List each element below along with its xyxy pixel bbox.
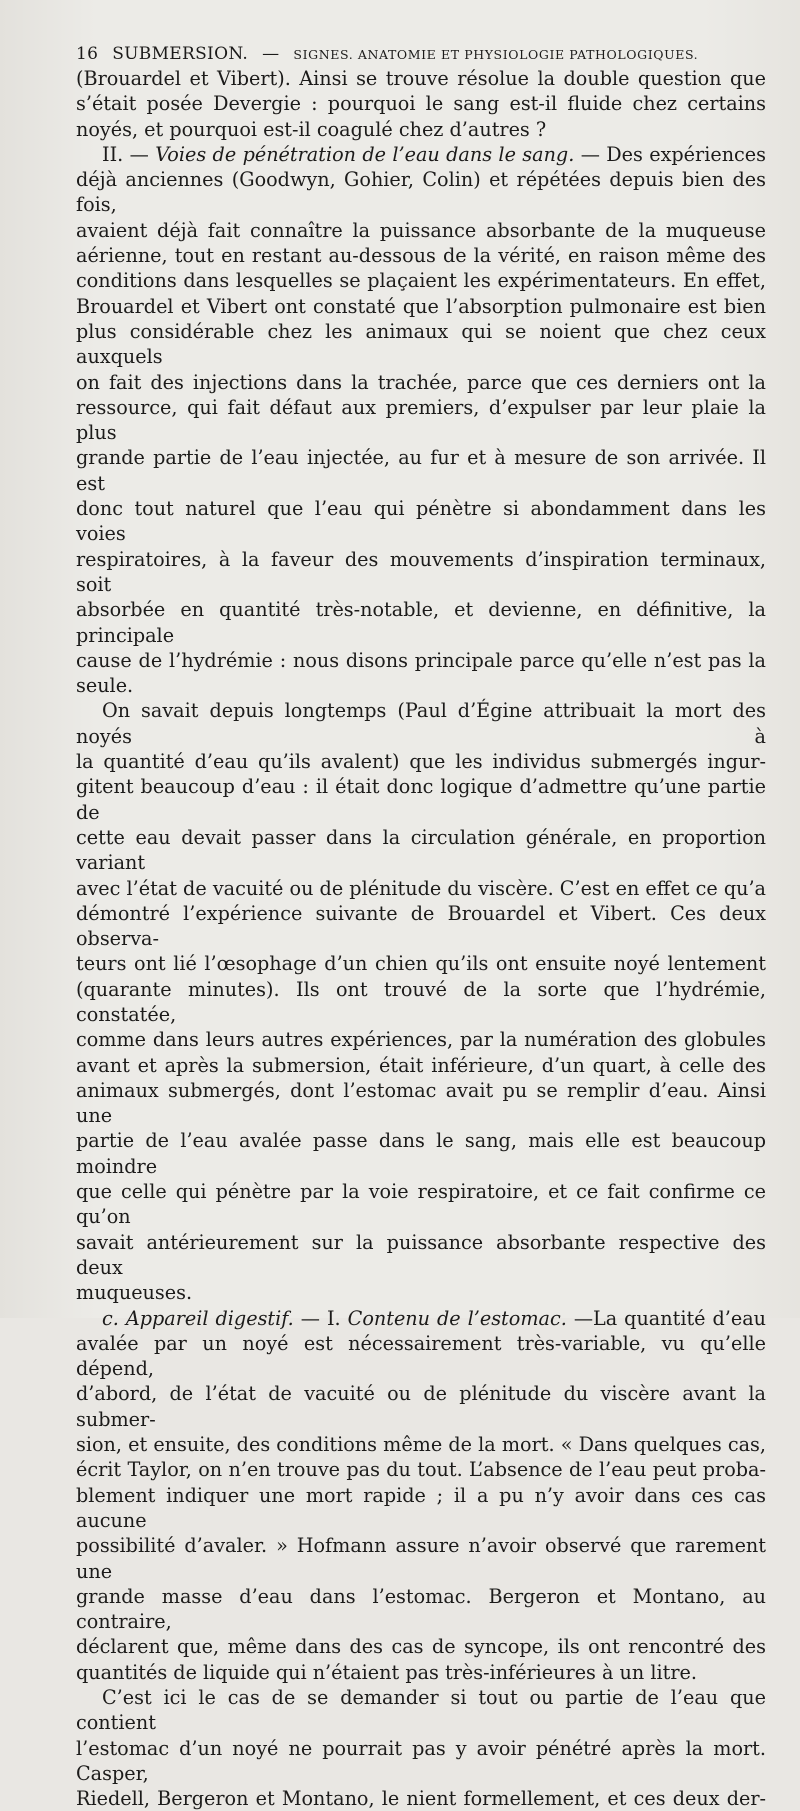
text-line: gitent beaucoup d’eau : il était donc logique d’admettre qu’une partie de [76, 775, 766, 824]
running-title: SUBMERSION. [112, 44, 249, 64]
text-line: partie de l’eau avalée passe dans le sang, mais elle est beaucoup moindre [76, 1129, 766, 1178]
text-line: cette eau devait passer dans la circulation générale, en proportion variant [76, 825, 766, 875]
running-subtitle: SIGNES. ANATOMIE ET PHYSIOLOGIE PATHOLOGIQUES. [293, 47, 699, 62]
text-line: avec l’état de vacuité ou de plénitude du viscère. C’est en effet ce qu’a [76, 876, 766, 900]
page-number: 16 [76, 44, 99, 64]
text-line: teurs ont lié l’œsophage d’un chien qu’ils ont ensuite noyé lentement [76, 952, 766, 976]
text-line: respiratoires, à la faveur des mouvements d’inspiration terminaux, soit [76, 547, 766, 596]
section-heading: Contenu de l’estomac. [347, 1306, 567, 1330]
text-line: aérienne, tout en restant au-dessous de la vérité, en raison même des [76, 244, 766, 268]
text-line: noyés, et pourquoi est-il coagulé chez d’autres ? [76, 117, 547, 141]
text-line: absorbée en quantité très-notable, et devienne, en définitive, la principale [76, 598, 766, 647]
subsection-heading: Appareil digestif. [125, 1306, 294, 1330]
text-line: avant et après la submersion, était inférieure, d’un quart, à celle des [76, 1053, 766, 1077]
text-line: animaux submergés, dont l’estomac avait pu se remplir d’eau. Ainsi une [76, 1078, 766, 1128]
text-line: que celle qui pénètre par la voie respiratoire, et ce fait confirme ce qu’on [76, 1180, 766, 1229]
text-line: grande masse d’eau dans l’estomac. Bergeron et Montano, au contraire, [76, 1584, 766, 1634]
text-line: possibilité d’avaler. » Hofmann assure n’avoir observé que rarement une [76, 1534, 766, 1583]
text-line: déclarent que, même dans des cas de syncope, ils ont rencontré des [76, 1635, 766, 1659]
text-run: — Des expériences [580, 142, 766, 166]
text-line: d’abord, de l’état de vacuité ou de plénitude du viscère avant la submer- [76, 1382, 766, 1431]
text-line: (quarante minutes). Ils ont trouvé de la sorte que l’hydrémie, constatée, [76, 977, 766, 1026]
text-line: donc tout naturel que l’eau qui pénètre si abondamment dans les voies [76, 497, 766, 546]
text-line: l’estomac d’un noyé ne pourrait pas y avoir pénétré après la mort. Casper, [76, 1736, 766, 1785]
text-line: blement indiquer une mort rapide ; il a pu n’y avoir dans ces cas aucune [76, 1483, 766, 1532]
text-line: la quantité d’eau qu’ils avalent) que les individus submergés ingur- [76, 750, 766, 774]
section-number: — I. [300, 1306, 341, 1330]
text-line: avalée par un noyé est nécessairement très-variable, vu qu’elle dépend, [76, 1331, 766, 1381]
subsection-letter: c. [102, 1306, 119, 1330]
text-line: déjà anciennes (Goodwyn, Gohier, Colin) et répétées depuis bien des fois, [76, 168, 766, 217]
text-line: plus considérable chez les animaux qui se noient que chez ceux auxquels [76, 319, 766, 369]
running-header [76, 44, 766, 64]
paragraph-1 [76, 66, 766, 142]
section-heading-line [76, 1306, 766, 1331]
paragraph-3 [76, 698, 766, 1305]
paragraph-4 [76, 1306, 766, 1685]
text-line: quantités de liquide qui n’étaient pas très-inférieures à un litre. [76, 1660, 697, 1684]
text-line: ressource, qui fait défaut aux premiers, d’expulser par leur plaie la plus [76, 395, 766, 445]
text-line: On savait depuis longtemps (Paul d’Égine attribuait la mort des noyés à [76, 699, 766, 748]
text-line: avaient déjà fait connaître la puissance absorbante de la muqueuse [76, 218, 766, 242]
text-run: —La quantité d’eau [573, 1306, 767, 1330]
text-line: seule. [76, 674, 134, 698]
text-line: s’était posée Devergie : pourquoi le sang est-il fluide chez certains [76, 92, 766, 116]
text-line: conditions dans lesquelles se plaçaient les expérimentateurs. En effet, [76, 269, 766, 293]
text-line: on fait des injections dans la trachée, parce que ces derniers ont la [76, 370, 766, 394]
text-line: savait antérieurement sur la puissance absorbante respective des deux [76, 1230, 766, 1279]
paragraph-2 [76, 142, 766, 699]
text-line: démontré l’expérience suivante de Brouardel et Vibert. Ces deux observa- [76, 901, 766, 951]
header-dash: — [262, 44, 280, 64]
section-heading-line [76, 142, 766, 167]
text-line: comme dans leurs autres expériences, par la numération des globules [76, 1028, 766, 1052]
text-line: C’est ici le cas de se demander si tout ou partie de l’eau que contient [76, 1686, 766, 1735]
section-heading: Voies de pénétration de l’eau dans le sang. [155, 142, 575, 166]
text-line: muqueuses. [76, 1281, 193, 1305]
section-number: II. — [102, 142, 149, 166]
text-line: Brouardel et Vibert ont constaté que l’absorption pulmonaire est bien [76, 294, 766, 318]
text-line: sion, et ensuite, des conditions même de la mort. « Dans quelques cas, [76, 1433, 766, 1457]
text-line: (Brouardel et Vibert). Ainsi se trouve résolue la double question que [76, 67, 766, 90]
text-line: cause de l’hydrémie : nous disons principale parce qu’elle n’est pas la [76, 648, 766, 672]
text-line: écrit Taylor, on n’en trouve pas du tout. L’absence de l’eau peut proba- [76, 1458, 766, 1482]
paragraph-5 [76, 1685, 766, 1811]
text-line: Riedell, Bergeron et Montano, le nient formellement, et ces deux der- [76, 1787, 766, 1811]
text-line: grande partie de l’eau injectée, au fur et à mesure de son arrivée. Il est [76, 446, 766, 495]
